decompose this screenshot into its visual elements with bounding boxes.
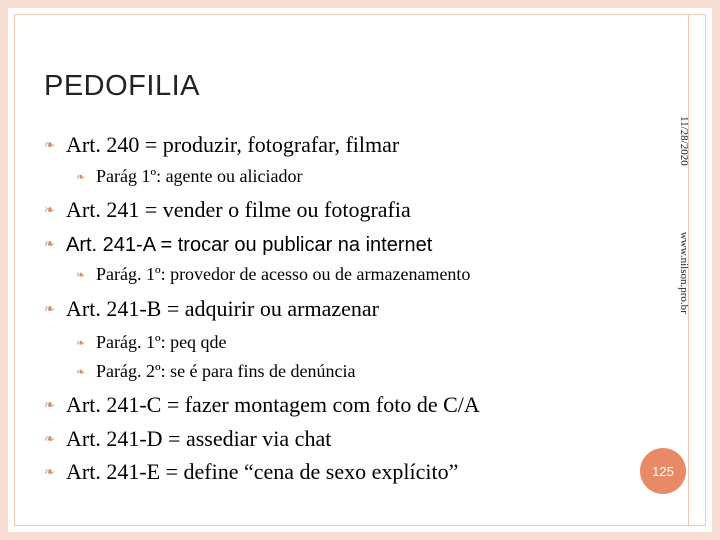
bullet-icon: ❧ [44,236,55,251]
bullet-icon: ❧ [44,397,55,412]
bullet-item-art-241-e [44,459,458,485]
sub-bullet-item-art-241-b-p1 [44,332,227,353]
bullet-text: Art. 241-E = define “cena de sexo explícito” [66,459,459,484]
bullet-icon: ❧ [44,464,55,479]
bullet-icon: ❧ [76,171,86,183]
bullet-icon: ❧ [44,431,55,446]
bullet-item-art-241-d [44,426,331,452]
bullet-text: Art. 241-C = fazer montagem com foto de C/A [66,392,480,417]
bullet-icon: ❧ [76,269,86,281]
page-number-badge [640,448,686,494]
slide-website: www.nilson.pro.br [678,231,690,314]
bullet-text: Art. 241-B = adquirir ou armazenar [66,296,379,321]
bullet-icon: ❧ [44,137,55,152]
bullet-text: Art. 240 = produzir, fotografar, filmar [66,132,400,157]
slide-date: 11/28/2020 [678,116,690,166]
bullet-text: Parág. 1º: peq qde [96,332,227,352]
vertical-footer [678,116,690,314]
bullet-item-art-241-a [44,231,432,257]
bullet-text: Art. 241 = vender o filme ou fotografia [66,197,411,222]
bullet-text: Parág. 1º: provedor de acesso ou de armazenamento [96,264,471,284]
bullet-text: Parág. 2º: se é para fins de denúncia [96,361,356,381]
sub-bullet-item-art-241-b-p2 [44,361,355,382]
sub-bullet-item-art-240-p1 [44,166,303,187]
page-number: 125 [652,463,674,479]
bullet-text: Art. 241-D = assediar via chat [66,426,332,451]
bullet-text: Parág 1º: agente ou aliciador [96,166,303,186]
bullet-icon: ❧ [76,337,86,349]
bullet-item-art-241-b [44,296,379,322]
bullet-icon: ❧ [76,366,86,378]
sub-bullet-item-art-241-a-p1 [44,264,470,285]
bullet-icon: ❧ [44,301,55,316]
bullet-item-art-241-c [44,392,480,418]
bullet-icon: ❧ [44,202,55,217]
slide-title: PEDOFILIA [44,70,200,102]
bullet-item-art-241 [44,197,411,223]
bullet-item-art-240 [44,132,399,158]
bullet-text: Art. 241-A = trocar ou publicar na internet [66,234,433,256]
